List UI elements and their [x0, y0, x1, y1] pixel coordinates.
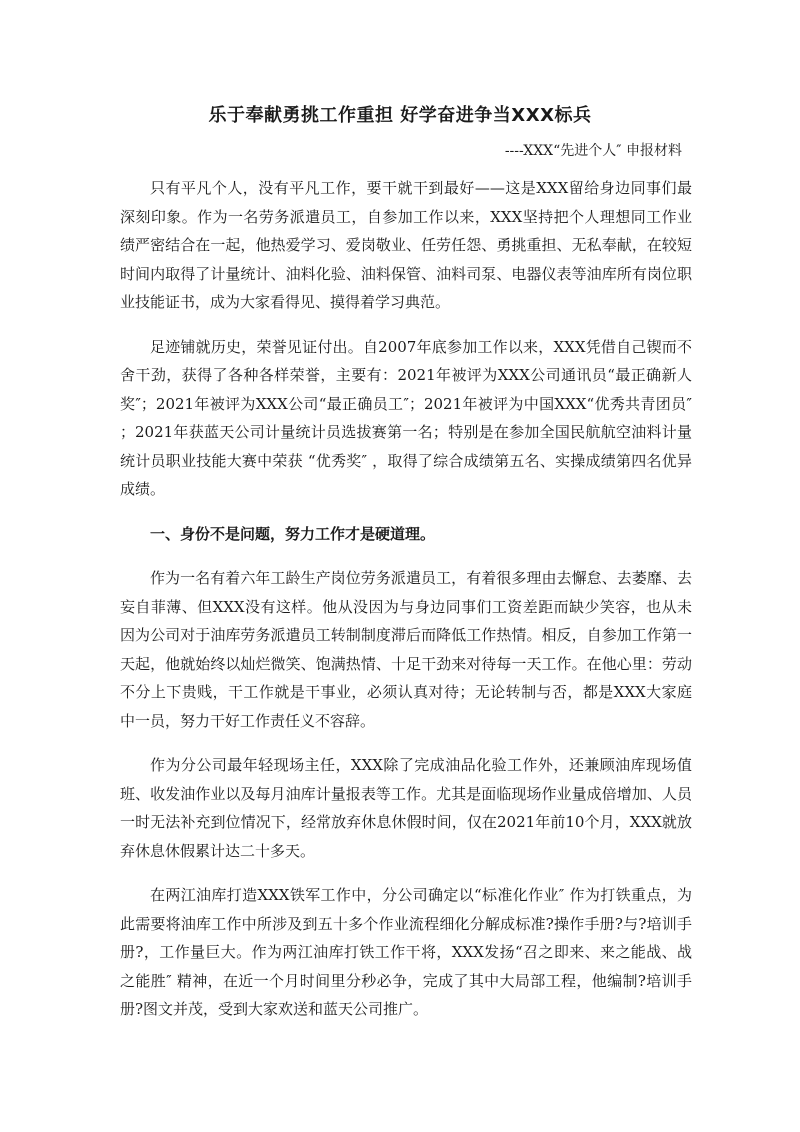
paragraph-site-manager: 作为分公司最年轻现场主任，XXX除了完成油品化验工作外，还兼顾油库现场值班、收发油作业以及每月油库计量报表等工作。尤其是面临现场作业量成倍增加、人员一时无法补充到位情况下，经常放弃休息休假时间，仅在2021年前10个月，XXX就放弃休息休假累计达二十多天。 [120, 756, 692, 860]
paragraph-identity: 作为一名有着六年工龄生产岗位劳务派遣员工，有着很多理由去懈怠、去萎靡、去妄自菲薄、但XXX没有这样。他从没因为与身边同事们工资差距而缺少笑容，也从未因为公司对于油库劳务派遣员工转制制度滞后而降低工作热情。相反，自参加工作第一天起，他就始终以灿烂微笑、饱满热情、十足干劲来对待每一天工作。在他心里：劳动不分上下贵贱，干工作就是干事业，必须认真对待；无论转制与否，都是XXX大家庭中一员，努力干好工作责任义不容辞。 [120, 569, 692, 730]
document-body [120, 174, 692, 1040]
paragraph-standardization: 在两江油库打造XXX铁军工作中，分公司确定以“标准化作业″ 作为打铁重点，为此需要将油库工作中所涉及到五十多个作业流程细化分解成标准?操作手册?与?培训手册?，工作量巨大。作为两江油库打铁工作干将，XXX发扬“召之即来、来之能战、战之能胜″ 精神，在近一个月时间里分秒必争，完成了其中大局部工程，他编制?培训手册?图文并茂，受到大家欢送和蓝天公司推广。 [120, 886, 692, 1018]
section-heading: 一、身份不是问题，努力工作才是硬道理。 [150, 524, 436, 543]
paragraph-intro: 只有平凡个人，没有平凡工作，要干就干到最好——这是XXX留给身边同事们最深刻印象。作为一名劳务派遣员工，自参加工作以来，XXX坚持把个人理想同工作业绩严密结合在一起，他热爱学习、爱岗敬业、任劳任怨、勇挑重担、无私奉献，在较短时间内取得了计量统计、油料化验、油料保管、油料司泵、电器仪表等油库所有岗位职业技能证书，成为大家看得见、摸得着学习典范。 [120, 179, 692, 311]
paragraph-honors: 足迹铺就历史，荣誉见证付出。自2007年底参加工作以来，XXX凭借自己锲而不舍干劲，获得了各种各样荣誉，主要有：2021年被评为XXX公司通讯员“最正确新人奖″；2021年被评为XXX公司“最正确员工″；2021年被评为中国XXX“优秀共青团员″ ；2021年获蓝天公司计量统计员选拔赛第一名；特别是在参加全国民航航空油料计量统计员职业技能大赛中荣获 “优秀奖″ ，取得了综合成绩第五名、实操成绩第四名优异成绩。 [120, 337, 692, 498]
document-subtitle: ----XXX“先进个人″ 申报材料 [504, 143, 682, 159]
document-title: 乐于奉献勇挑工作重担 好学奋进争当XXX标兵 [208, 105, 592, 126]
